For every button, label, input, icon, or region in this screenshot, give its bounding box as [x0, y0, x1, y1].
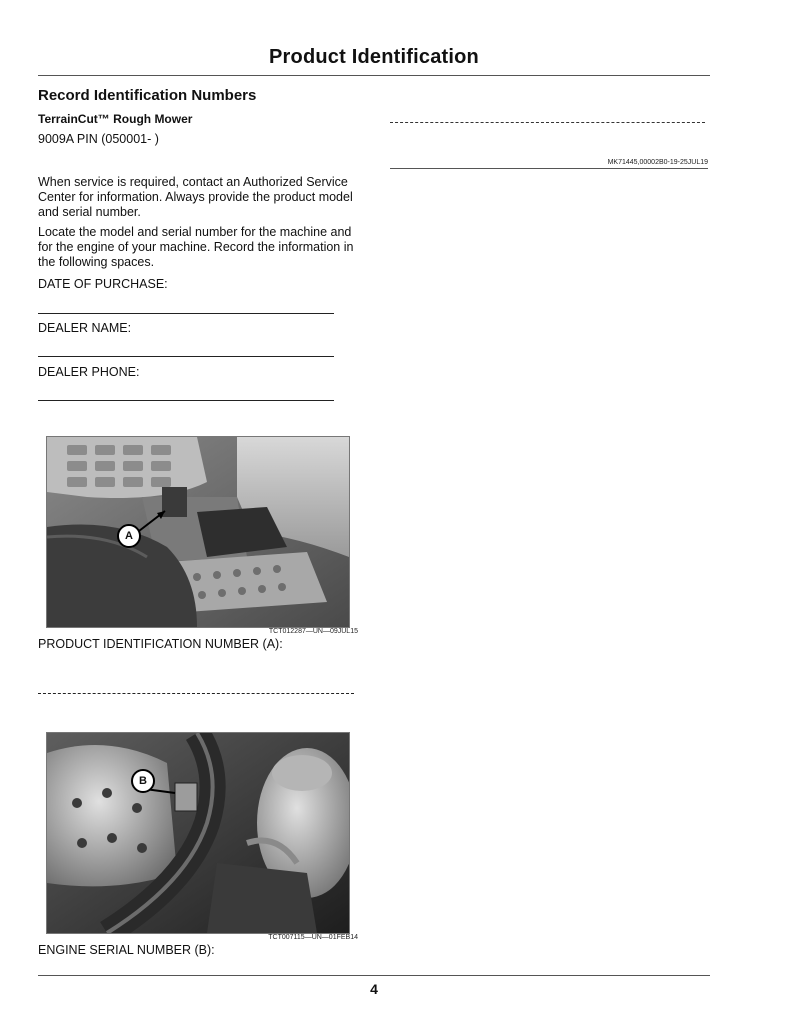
service-paragraph: When service is required, contact an Authorized Service Center for information. Always provide the product model and serial number. [38, 175, 353, 219]
dealer-phone-label: DEALER PHONE: [38, 365, 140, 379]
right-column-divider [390, 168, 708, 169]
dealer-name-line [38, 356, 334, 357]
right-column-dash-line [390, 122, 705, 123]
dealer-name-label: DEALER NAME: [38, 321, 132, 335]
section-title: Record Identification Numbers [38, 87, 257, 104]
engine-serial-label: ENGINE SERIAL NUMBER (B): [38, 943, 215, 957]
pin-range: 9009A PIN (050001- ) [38, 132, 159, 146]
date-of-purchase-label: DATE OF PURCHASE: [38, 277, 168, 291]
footer-divider [38, 975, 710, 976]
callout-b: B [131, 769, 155, 793]
dealer-phone-line [38, 400, 334, 401]
product-id-label: PRODUCT IDENTIFICATION NUMBER (A): [38, 637, 283, 651]
product-id-line [38, 693, 354, 694]
page-number: 4 [370, 981, 378, 997]
page-title: Product Identification [269, 46, 479, 68]
document-reference: MK71445,00002B0-19-25JUL19 [607, 159, 708, 166]
figure2-code: TCT007115—UN—01FEB14 [268, 934, 358, 941]
date-of-purchase-line [38, 313, 334, 314]
figure1-code: TCT012287—UN—09JUL15 [268, 628, 358, 635]
callout-a: A [117, 524, 141, 548]
product-name: TerrainCut™ Rough Mower [38, 112, 193, 126]
engine-serial-photo [46, 732, 350, 934]
header-divider [38, 75, 710, 76]
product-id-photo [46, 436, 350, 628]
locate-paragraph: Locate the model and serial number for the machine and for the engine of your machine. Record the information in the following spaces. [38, 225, 354, 269]
